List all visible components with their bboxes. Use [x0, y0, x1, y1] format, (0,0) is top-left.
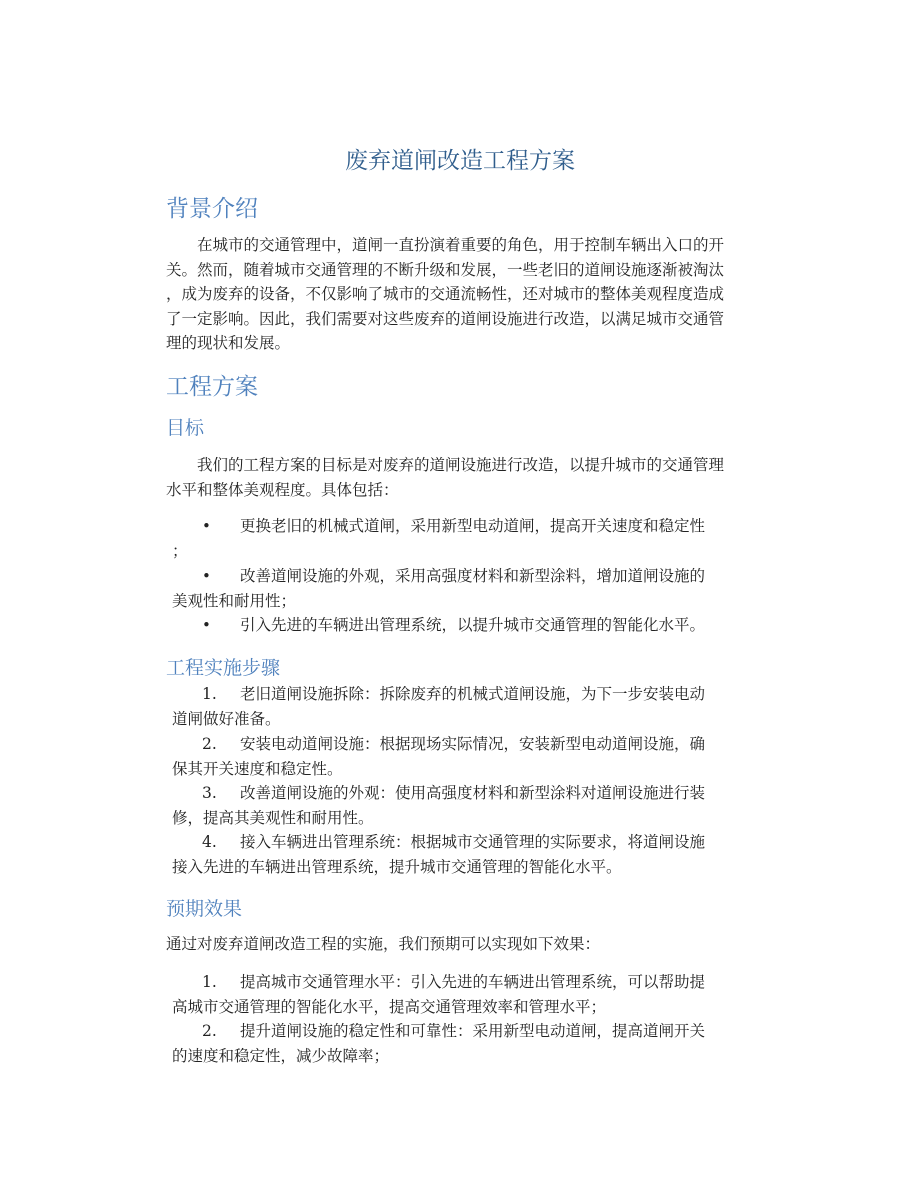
effect-number: 1. [202, 973, 217, 991]
bullet-item [166, 613, 786, 638]
bullet-text: 更换老旧的机械式道闸，采用新型电动道闸，提高开关速度和稳定性 [240, 517, 706, 535]
step-item [166, 781, 786, 830]
step-text: 安装电动道闸设施：根据现场实际情况，安装新型电动道闸设施，确 [240, 735, 706, 753]
step-number: 4. [202, 833, 217, 851]
bullet-icon: • [202, 517, 211, 535]
bullet-item [166, 564, 786, 613]
paragraph-line: 关。然而，随着城市交通管理的不断升级和发展，一些老旧的道闸设施逐渐被淘汰 [166, 260, 725, 279]
effect-item [166, 1019, 786, 1068]
step-item [166, 830, 786, 879]
effect-text: 提升道闸设施的稳定性和可靠性：采用新型电动道闸，提高道闸开关 [240, 1022, 706, 1040]
paragraph-line: 我们的工程方案的目标是对废弃的道闸设施进行改造，以提升城市的交通管理 [166, 456, 725, 474]
step-text: 修，提高其美观性和耐用性。 [172, 808, 374, 827]
step-item [166, 682, 786, 731]
step-number: 2. [202, 735, 217, 753]
bullet-text: 引入先进的车辆进出管理系统，以提升城市交通管理的智能化水平。 [240, 616, 706, 634]
paragraph-line: 在城市的交通管理中，道闸一直扮演着重要的角色，用于控制车辆出入口的开 [166, 236, 725, 254]
step-item [166, 732, 786, 781]
bullet-text: ； [172, 541, 188, 560]
step-number: 3. [202, 784, 217, 802]
goal-paragraph [166, 453, 786, 502]
paragraph-line: 水平和整体美观程度。具体包括： [166, 480, 399, 499]
paragraph-line: 通过对废弃道闸改造工程的实施，我们预期可以实现如下效果： [166, 935, 601, 953]
paragraph-line: ，成为废弃的设备，不仅影响了城市的交通流畅性，还对城市的整体美观程度造成 [166, 285, 725, 303]
bullet-text: 美观性和耐用性； [172, 591, 297, 610]
step-text: 保其开关速度和稳定性。 [172, 759, 343, 778]
bullet-icon: • [202, 567, 211, 585]
effect-number: 2. [202, 1022, 217, 1040]
effect-item [166, 970, 786, 1019]
page-title: 废弃道闸改造工程方案 [345, 148, 575, 174]
heading-background: 背景介绍 [166, 196, 258, 222]
step-text: 老旧道闸设施拆除：拆除废弃的机械式道闸设施，为下一步安装电动 [240, 685, 706, 703]
step-text: 接入车辆进出管理系统：根据城市交通管理的实际要求，将道闸设施 [240, 833, 706, 851]
heading-steps: 工程实施步骤 [166, 657, 281, 679]
effects-intro [166, 932, 786, 957]
step-text: 道闸做好准备。 [172, 709, 281, 728]
bullet-text: 改善道闸设施的外观，采用高强度材料和新型涂料，增加道闸设施的 [240, 567, 706, 585]
background-paragraph [166, 233, 786, 356]
paragraph-line: 了一定影响。因此，我们需要对这些废弃的道闸设施进行改造，以满足城市交通管 [166, 309, 725, 328]
effect-text: 高城市交通管理的智能化水平，提高交通管理效率和管理水平； [172, 997, 607, 1016]
step-number: 1. [202, 685, 217, 703]
bullet-icon: • [202, 616, 211, 634]
bullet-item [166, 514, 786, 563]
effect-text: 的速度和稳定性，减少故障率； [172, 1046, 390, 1065]
step-text: 改善道闸设施的外观：使用高强度材料和新型涂料对道闸设施进行装 [240, 784, 706, 802]
heading-effects: 预期效果 [166, 898, 243, 920]
step-text: 接入先进的车辆进出管理系统，提升城市交通管理的智能化水平。 [172, 857, 622, 876]
paragraph-line: 理的现状和发展。 [166, 334, 291, 352]
effect-text: 提高城市交通管理水平：引入先进的车辆进出管理系统，可以帮助提 [240, 973, 706, 991]
heading-goal: 目标 [166, 417, 205, 439]
heading-plan: 工程方案 [166, 374, 258, 400]
